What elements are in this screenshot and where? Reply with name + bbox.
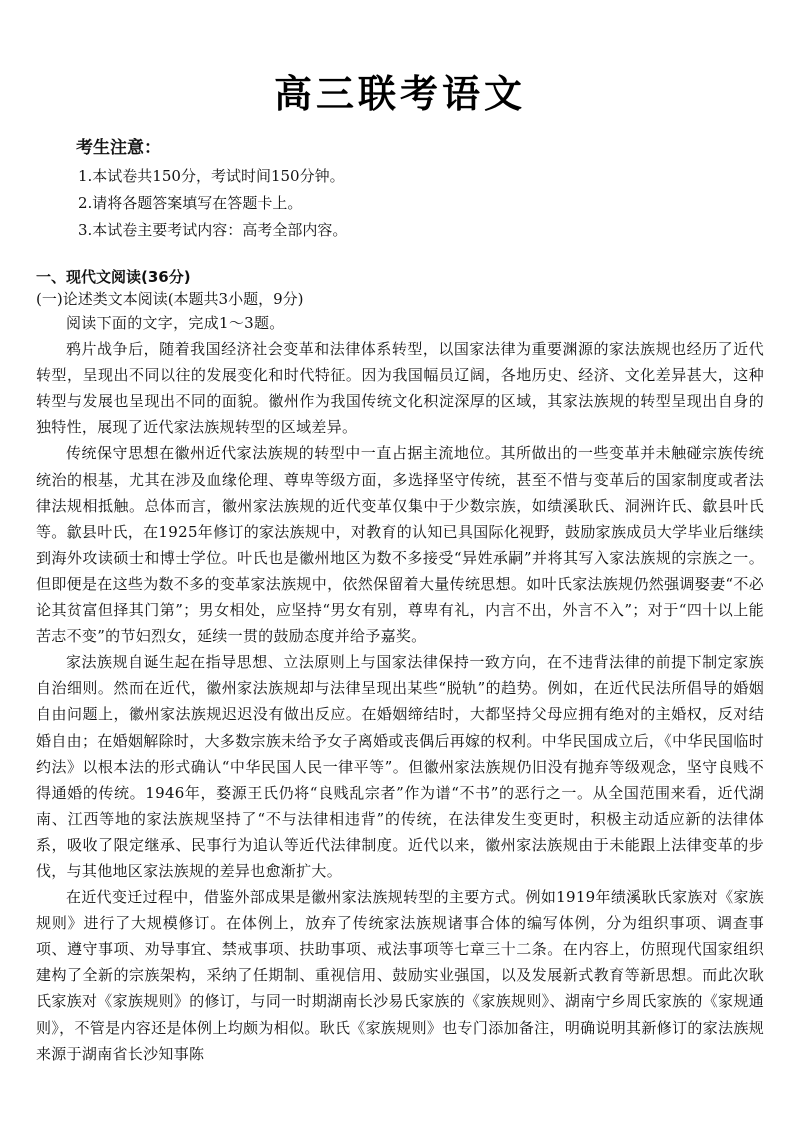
passage-paragraph: 鸦片战争后，随着我国经济社会变革和法律体系转型，以国家法律为重要渊源的家法族规也经历了近代转型，呈现出不同以往的发展变化和时代特征。因为我国幅员辽阔，各地历史、经济、文化差异甚大，这种转型与发展也呈现出不同的面貌。徽州作为我国传统文化积淀深厚的区域，其家法族规的转型呈现出自身的独特性，展现了近代家法族规转型的区域差异。 bbox=[36, 340, 764, 437]
notice-item: 2.请将各题答案填写在答题卡上。 bbox=[78, 194, 303, 212]
notice-heading: 考生注意： bbox=[76, 138, 161, 158]
passage-paragraph: 在近代变迁过程中，借鉴外部成果是徽州家法族规转型的主要方式。例如1919年绩溪耿氏家族对《家族规则》进行了大规模修订。在体例上，放弃了传统家法族规诸事合体的编写体例，分为组织事项、调查事项、遵守事项、劝导事宜、禁戒事项、扶助事项、戒法事项等七章三十二条。在内容上，仿照现代国家组织建构了全新的宗族架构，采纳了任期制、重视信用、鼓励实业强国，以及发展新式教育等新思想。而此次耿氏家族对《家族规则》的修订，与同一时期湖南长沙易氏家族的《家族规则》、湖南宁乡周氏家族的《家规通则》，不管是内容还是体例上均颇为相似。耿氏《家族规则》也专门添加备注，明确说明其新修订的家法族规来源于湖南省长沙知事陈 bbox=[36, 888, 764, 1063]
candidate-notice bbox=[76, 136, 756, 244]
passage-paragraph: 传统保守思想在徽州近代家法族规的转型中一直占据主流地位。其所做出的一些变革并未触碰宗族传统统治的根基，尤其在涉及血缘伦理、尊卑等级方面，多选择坚守传统，甚至不惜与变革后的国家制度或者法律法规相抵触。总体而言，徽州家法族规的近代变革仅集中于少数宗族，如绩溪耿氏、洞洲许氏、歙县叶氏等。歙县叶氏，在1925年修订的家法族规中，对教育的认知已具国际化视野，鼓励家族成员大学毕业后继续到海外攻读硕士和博士学位。叶氏也是徽州地区为数不多接受“异姓承嗣”并将其写入家法族规的宗族之一。但即便是在这些为数不多的变革家法族规中，依然保留着大量传统思想。如叶氏家法族规仍然强调娶妻“不必论其贫富但择其门第”；男女相处，应坚持“男女有别，尊卑有礼，内言不出，外言不入”；对于“四十以上能苦志不变”的节妇烈女，延续一贯的鼓励态度并给予嘉奖。 bbox=[36, 444, 764, 646]
reading-instruction: 阅读下面的文字，完成1～3题。 bbox=[66, 314, 285, 332]
reading-section bbox=[36, 266, 764, 1067]
passage-paragraph: 家法族规自诞生起在指导思想、立法原则上与国家法律保持一致方向，在不违背法律的前提下制定家族自治细则。然而在近代，徽州家法族规却与法律呈现出某些“脱轨”的趋势。例如，在近代民法所倡导的婚姻自由问题上，徽州家法族规迟迟没有做出反应。在婚姻缔结时，大都坚持父母应拥有绝对的主婚权，反对结婚自由；在婚姻解除时，大多数宗族未给予女子离婚或丧偶后再嫁的权利。中华民国成立后，《中华民国临时约法》以根本法的形式确认“中华民国人民一律平等”。但徽州家法族规仍旧没有抛弃等级观念，坚守良贱不得通婚的传统。1946年，婺源王氏仍将“良贱乱宗者”作为谱“不书”的恶行之一。从全国范围来看，近代湖南、江西等地的家法族规坚持了“不与法律相违背”的传统，在法律发生变更时，积极主动适应新的法律体系，吸收了限定继承、民事行为追认等近代法律制度。近代以来，徽州家法族规由于未能跟上法律变革的步伐，与其他地区家法族规的差异也愈渐扩大。 bbox=[36, 653, 764, 880]
subsection-heading: (一)论述类文本阅读(本题共3小题，9分) bbox=[36, 290, 304, 308]
notice-item: 3.本试卷主要考试内容：高考全部内容。 bbox=[78, 221, 348, 239]
exam-title: 高三联考语文 bbox=[273, 72, 526, 117]
section-heading: 一、现代文阅读(36分) bbox=[36, 268, 191, 286]
notice-item: 1.本试卷共150分，考试时间150分钟。 bbox=[78, 167, 345, 185]
